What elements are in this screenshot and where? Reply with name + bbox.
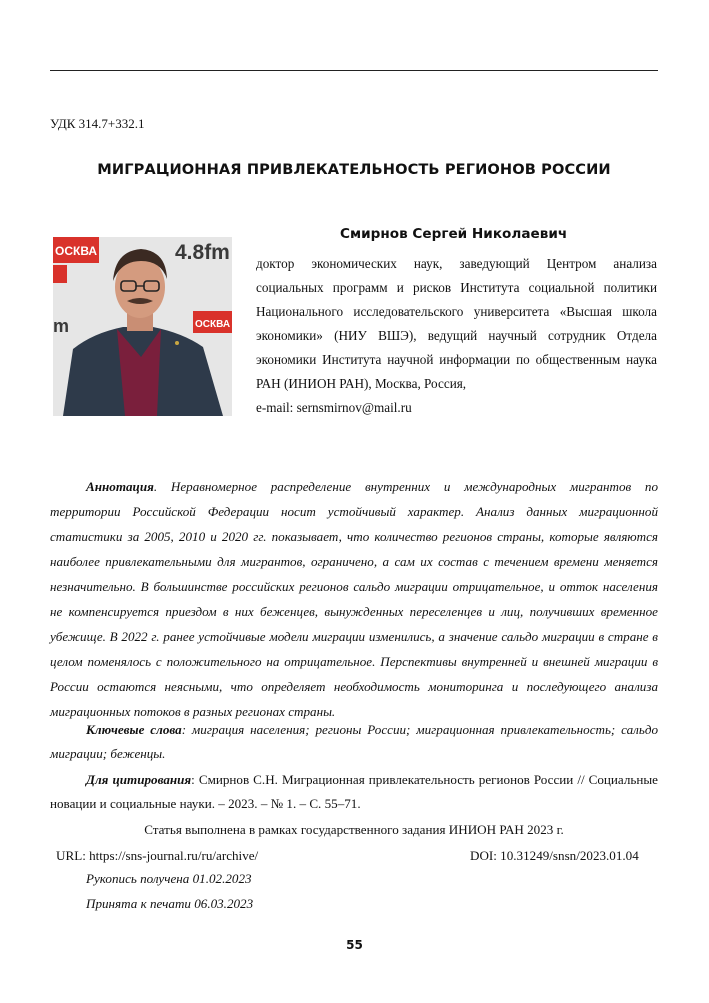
photo-backdrop-text: ОСКВА <box>195 319 231 330</box>
doi: DOI: 10.31249/snsn/2023.01.04 <box>470 848 639 863</box>
author-email: e-mail: sernsmirnov@mail.ru <box>256 400 412 415</box>
funding-note: Статья выполнена в рамках государственного задания ИНИОН РАН 2023 г. <box>144 822 564 837</box>
article-title: МИГРАЦИОННАЯ ПРИВЛЕКАТЕЛЬНОСТЬ РЕГИОНОВ РОССИИ <box>97 161 611 178</box>
keywords-label: Ключевые слова <box>86 722 182 737</box>
received-date: Рукопись получена 01.02.2023 <box>86 871 252 886</box>
citation-text: : Смирнов С.Н. Миграционная привлекательность регионов России // Социальные новации и социальные науки. – 2023. – № 1. – С. 55–71. <box>50 772 658 811</box>
photo-backdrop-text: m <box>53 316 70 336</box>
photo-backdrop-text: ОСКВА <box>55 244 98 258</box>
author-affiliation-block <box>256 252 657 420</box>
citation <box>50 768 658 816</box>
photo-backdrop-text: 4.8fm <box>175 241 230 264</box>
header-rule <box>50 70 658 71</box>
author-affiliation: доктор экономических наук, заведующий Центром анализа социальных программ и рисков Института социальной политики Национального исследовательского университета «Высшая школа экономики» (НИУ ВШЭ), ведущий научный сотрудник Отдела экономики Института научной информации по общественным наука РАН (ИНИОН РАН), Москва, Россия, <box>256 256 657 391</box>
abstract-label: Аннотация <box>86 479 154 494</box>
keywords-text: : миграция населения; регионы России; миграционная привлекательность; сальдо миграции; беженцы. <box>50 722 659 761</box>
udk-code: УДК 314.7+332.1 <box>50 116 145 131</box>
accepted-date: Принята к печати 06.03.2023 <box>86 896 254 911</box>
author-photo <box>53 237 232 416</box>
citation-label: Для цитирования <box>86 772 192 787</box>
keywords <box>50 718 658 766</box>
abstract <box>50 474 658 724</box>
journal-url: URL: https://sns-journal.ru/ru/archive/ <box>56 848 259 863</box>
abstract-text: . Неравномерное распределение внутренних и международных мигрантов по территории Российской Федерации носит устойчивый характер. Анализ данных миграционной статистики за 2005, 2010 и 2020 гг. показывает, что количество регионов страны, которые являются наиболее привлекательными для мигрантов, ограничено, а сам их состав с течением времени меняется незначительно. В большинстве российских регионов сальдо миграции отрицательное, и отток населения не компенсируется приездом в них беженцев, вынужденных переселенцев и лиц, получивших временное убежище. В 2022 г. ранее устойчивые модели миграции изменились, а значение сальдо миграции в стране в целом поменялось с положительного на отрицательное. Перспективы внутренней и внешней миграции в России остаются неясными, что определяет необходимость мониторинга и последующего анализа миграционных потоков в разных регионах страны. <box>50 479 658 719</box>
author-name: Смирнов Сергей Николаевич <box>340 226 568 242</box>
page-number: 55 <box>346 938 363 952</box>
